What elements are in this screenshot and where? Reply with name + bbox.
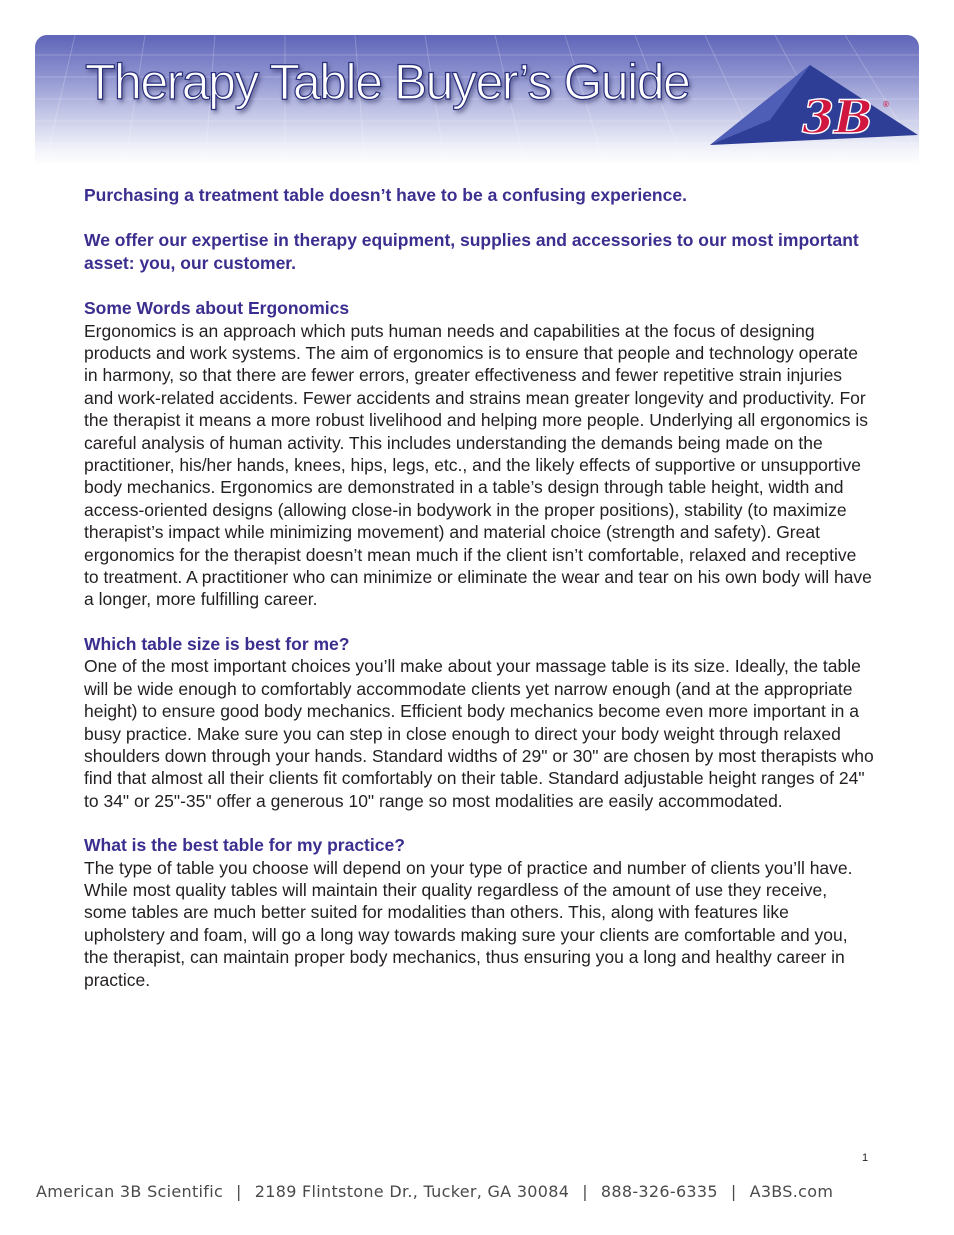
header-banner (35, 35, 919, 165)
footer-separator: | (236, 1182, 242, 1201)
section-heading-ergonomics: Some Words about Ergonomics (84, 298, 350, 318)
footer-phone: 888-326-6335 (600, 1182, 718, 1201)
page-number: 1 (862, 1152, 869, 1164)
logo-text: 3B (802, 90, 873, 144)
section-heading-best-table: What is the best table for my practice? (84, 835, 405, 856)
logo-registered-mark: ® (882, 100, 890, 109)
section-body-table-size: One of the most important choices you’ll make about your massage table is its size. Ideally, the table will be wide enough to comfortably accommodate clients yet narrow enough (and at the appropriate height) to ensure good body mechanics. Efficient body mechanics become even more important in a busy practice. Make sure you can step in close enough to direct your body weight through relaxed shoulders down through your hands. Standard widths of 29" or 30" are chosen by most therapists who find that almost all their clients fit comfortably on their table. Standard adjustable height ranges of 24" to 34" or 25"-35" offer a generous 10" range so most modalities are easily accommodated. (84, 656, 874, 811)
footer-website: A3BS.com (749, 1182, 834, 1201)
3b-logo (710, 65, 919, 147)
intro-line-2: We offer our expertise in therapy equipment, supplies and accessories to our most important asset: you, our customer. (84, 230, 859, 273)
page-title: Therapy Table Buyer’s Guide (85, 54, 690, 110)
intro-line-1: Purchasing a treatment table doesn’t have to be a confusing experience. (84, 185, 687, 205)
footer-separator: | (730, 1182, 737, 1201)
section-heading-table-size: Which table size is best for me? (84, 633, 350, 654)
footer (36, 1182, 920, 1201)
footer-address: 2189 Flintstone Dr., Tucker, GA 30084 (254, 1182, 570, 1201)
footer-separator: | (582, 1182, 588, 1201)
footer-company: American 3B Scientific (36, 1182, 224, 1201)
section-body-best-table: The type of table you choose will depend on your type of practice and number of clients you’ll have. While most quality tables will maintain their quality regardless of the amount of use they receive, some tables are much better suited for modalities than others. This, along with features like upholstery and foam, will go a long way towards making sure your clients are comfortable and you, the therapist, can maintain proper body mechanics, thus ensuring you a long and healthy career in practice. (84, 857, 853, 990)
main-content (84, 184, 874, 1013)
section-body-ergonomics: Ergonomics is an approach which puts human needs and capabilities at the focus of designing products and work systems. The aim of ergonomics is to ensure that people and technology operate in harmony, so that there are fewer errors, greater effectiveness and fewer repetitive strain injuries and work-related accidents. Fewer accidents and strains mean greater longevity and productivity. For the therapist it means a more robust livelihood and helping more people. Underlying all ergonomics is careful analysis of human activity. This includes understanding the demands being made on the practitioner, his/her hands, knees, hips, legs, etc., and the likely effects of supportive or unsupportive body mechanics. Ergonomics are demonstrated in a table’s design through table height, width and access-oriented designs (allowing close-in bodywork in the proper positions), stability (to maximize therapist’s impact while minimizing movement) and material choice (strength and safety). Great ergonomics for the therapist doesn’t mean much if the client isn’t comfortable, relaxed and receptive to treatment. A practitioner who can minimize or eliminate the wear and tear on his own body will have a longer, more fulfilling career. (84, 320, 872, 610)
